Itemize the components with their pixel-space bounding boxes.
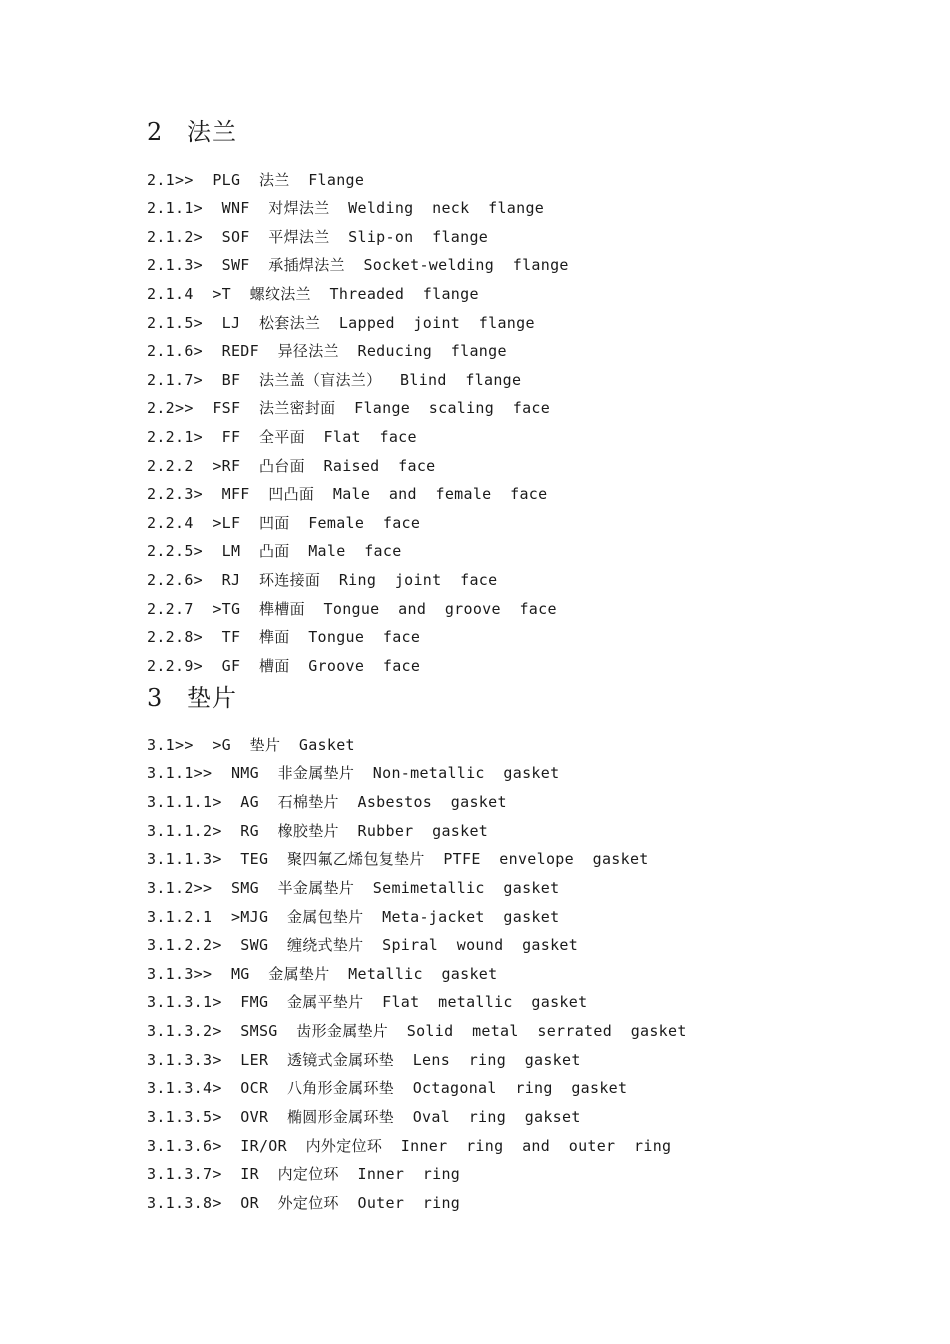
- list-item: 3.1>> >G 垫片 Gasket: [147, 736, 355, 754]
- list-item: 2.2.7 >TG 榫槽面 Tongue and groove face: [147, 600, 557, 618]
- section-number: 3: [147, 684, 164, 712]
- list-item: 3.1.3.8> OR 外定位环 Outer ring: [147, 1194, 461, 1212]
- list-item: 3.1.1.3> TEG 聚四氟乙烯包复垫片 PTFE envelope gasket: [147, 850, 649, 868]
- list-item: 2.2.8> TF 榫面 Tongue face: [147, 628, 421, 646]
- list-item: 3.1.2.1 >MJG 金属包垫片 Meta-jacket gasket: [147, 908, 560, 926]
- list-item: 3.1.3.5> OVR 椭圆形金属环垫 Oval ring gakset: [147, 1108, 581, 1126]
- list-item: 2.2.4 >LF 凹面 Female face: [147, 514, 421, 532]
- list-item: 2.2.1> FF 全平面 Flat face: [147, 428, 417, 446]
- section-heading-flange: [147, 117, 237, 147]
- section-heading-gasket: [147, 683, 237, 713]
- section-title: 垫片: [187, 684, 237, 712]
- list-item: 3.1.3.2> SMSG 齿形金属垫片 Solid metal serrated gasket: [147, 1022, 687, 1040]
- list-item: 2.1.1> WNF 对焊法兰 Welding neck flange: [147, 199, 545, 217]
- list-item: 2.2.2 >RF 凸台面 Raised face: [147, 457, 436, 475]
- list-item: 2.1>> PLG 法兰 Flange: [147, 171, 365, 189]
- list-item: 2.1.4 >T 螺纹法兰 Threaded flange: [147, 285, 479, 303]
- list-item: 2.1.5> LJ 松套法兰 Lapped joint flange: [147, 314, 535, 332]
- list-item: 3.1.3.6> IR/OR 内外定位环 Inner ring and outer ring: [147, 1137, 672, 1155]
- section-number: 2: [147, 118, 164, 146]
- list-item: 2.2.9> GF 槽面 Groove face: [147, 657, 421, 675]
- list-item: 3.1.2.2> SWG 缠绕式垫片 Spiral wound gasket: [147, 936, 579, 954]
- list-item: 3.1.3>> MG 金属垫片 Metallic gasket: [147, 965, 498, 983]
- list-item: 3.1.3.7> IR 内定位环 Inner ring: [147, 1165, 461, 1183]
- list-item: 2.2.5> LM 凸面 Male face: [147, 542, 402, 560]
- list-item: 3.1.1.2> RG 橡胶垫片 Rubber gasket: [147, 822, 489, 840]
- list-item: 2.1.6> REDF 异径法兰 Reducing flange: [147, 342, 507, 360]
- list-item: 3.1.3.1> FMG 金属平垫片 Flat metallic gasket: [147, 993, 588, 1011]
- list-item: 2.1.3> SWF 承插焊法兰 Socket-welding flange: [147, 256, 569, 274]
- list-item: 3.1.1>> NMG 非金属垫片 Non-metallic gasket: [147, 764, 560, 782]
- section-title: 法兰: [187, 118, 237, 146]
- list-item: 2.1.7> BF 法兰盖（盲法兰） Blind flange: [147, 371, 522, 389]
- list-item: 2.2.6> RJ 环连接面 Ring joint face: [147, 571, 498, 589]
- list-item: 3.1.3.3> LER 透镜式金属环垫 Lens ring gasket: [147, 1051, 581, 1069]
- list-item: 2.2.3> MFF 凹凸面 Male and female face: [147, 485, 548, 503]
- list-item: 2.2>> FSF 法兰密封面 Flange scaling face: [147, 399, 551, 417]
- list-item: 3.1.3.4> OCR 八角形金属环垫 Octagonal ring gasket: [147, 1079, 628, 1097]
- list-item: 3.1.2>> SMG 半金属垫片 Semimetallic gasket: [147, 879, 560, 897]
- list-item: 3.1.1.1> AG 石棉垫片 Asbestos gasket: [147, 793, 507, 811]
- list-item: 2.1.2> SOF 平焊法兰 Slip-on flange: [147, 228, 489, 246]
